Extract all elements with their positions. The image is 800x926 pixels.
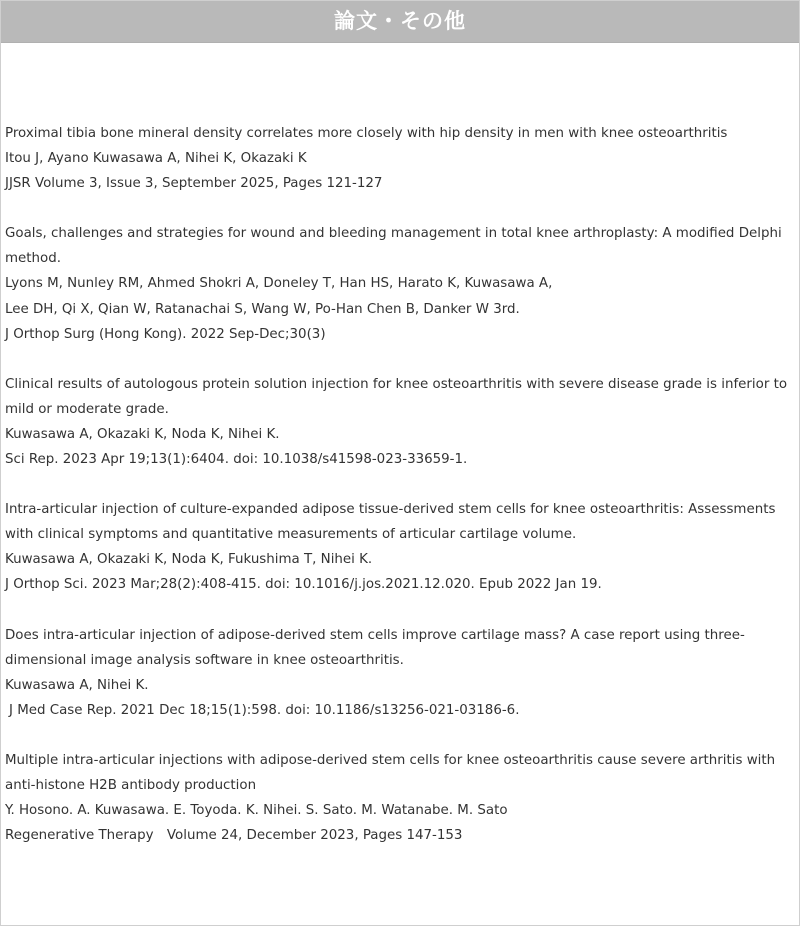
paper-authors: Itou J, Ayano Kuwasawa A, Nihei K, Okazaki K (5, 151, 307, 167)
paper-title: Proximal tibia bone mineral density correlates more closely with hip density in men with knee osteoarthritis (5, 126, 728, 141)
paper-title: Intra-articular injection of culture-expanded adipose tissue-derived stem cells for knee osteoarthritis: Assessments with clinical symptoms and quantitative measurements of articular cartilage volume. (5, 502, 776, 543)
paper-citation: Regenerative Therapy Volume 24, December 2023, Pages 147-153 (5, 828, 463, 844)
paper-authors: Kuwasawa A, Nihei K. (5, 677, 149, 693)
paper-entry (5, 497, 799, 597)
paper-authors: Lyons M, Nunley RM, Ahmed Shokri A, Doneley T, Han HS, Harato K, Kuwasawa A, (5, 276, 553, 292)
paper-entry (5, 623, 799, 723)
paper-citation: J Med Case Rep. 2021 Dec 18;15(1):598. doi: 10.1186/s13256-021-03186-6. (9, 702, 520, 718)
paper-citation: JJSR Volume 3, Issue 3, September 2025, Pages 121-127 (5, 176, 383, 192)
paper-citation: Sci Rep. 2023 Apr 19;13(1):6404. doi: 10.1038/s41598-023-33659-1. (5, 452, 468, 468)
paper-authors: Y. Hosono. A. Kuwasawa. E. Toyoda. K. Nihei. S. Sato. M. Watanabe. M. Sato (5, 803, 508, 819)
paper-entry (5, 748, 799, 848)
paper-entry (5, 221, 799, 346)
paper-list (5, 121, 799, 848)
section-title: 論文・その他 (334, 9, 466, 33)
paper-citation: J Orthop Sci. 2023 Mar;28(2):408-415. doi: 10.1016/j.jos.2021.12.020. Epub 2022 Jan 19. (5, 577, 602, 593)
paper-authors: Kuwasawa A, Okazaki K, Noda K, Fukushima T, Nihei K. (5, 552, 373, 568)
paper-entry (5, 121, 799, 196)
paper-citation: J Orthop Surg (Hong Kong). 2022 Sep-Dec;30(3) (5, 326, 326, 342)
section-header (1, 1, 799, 43)
paper-title: Clinical results of autologous protein solution injection for knee osteoarthritis with severe disease grade is inferior to mild or moderate grade. (5, 376, 788, 417)
paper-entry (5, 372, 799, 472)
paper-title: Does intra-articular injection of adipose-derived stem cells improve cartilage mass? A case report using three-dimensional image analysis software in knee osteoarthritis. (5, 627, 745, 668)
paper-authors: Kuwasawa A, Okazaki K, Noda K, Nihei K. (5, 426, 280, 442)
paper-title: Multiple intra-articular injections with adipose-derived stem cells for knee osteoarthritis cause severe arthritis with anti-histone H2B antibody production (5, 752, 776, 793)
paper-title: Goals, challenges and strategies for wound and bleeding management in total knee arthroplasty: A modified Delphi method. (5, 226, 782, 267)
paper-authors: Lee DH, Qi X, Qian W, Ratanachai S, Wang W, Po-Han Chen B, Danker W 3rd. (5, 301, 520, 317)
